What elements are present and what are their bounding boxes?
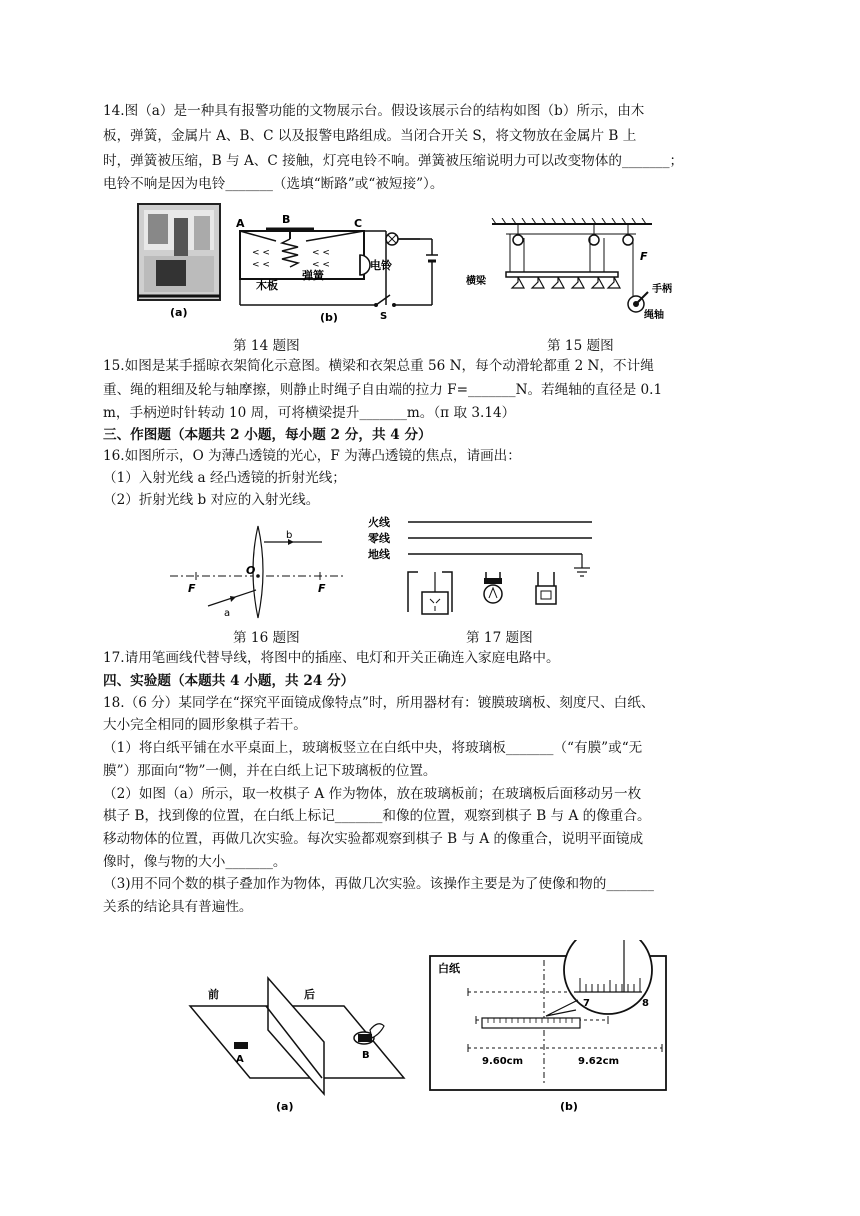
svg-text:< <: < < <box>312 248 330 258</box>
q18-fig-a-label: (a) <box>276 1100 294 1112</box>
q17-caption: 第 17 题图 <box>466 630 533 646</box>
q18-line-4: 膜”）那面向“物”一侧，并在白纸上记下玻璃板的位置。 <box>103 763 437 779</box>
svg-text:< <: < < <box>252 248 270 258</box>
svg-text:< <: < < <box>312 260 330 270</box>
q18-fig-a-back: 后 <box>304 988 315 1001</box>
q18-line-3: （1）将白纸平铺在水平桌面上，玻璃板竖立在白纸中央，将玻璃板_______（“有膜”或“无 <box>103 740 643 756</box>
q18-fig-a-A: A <box>236 1054 244 1065</box>
q16-line-1: 16.如图所示，O 为薄凸透镜的光心，F 为薄凸透镜的焦点，请画出： <box>103 448 521 464</box>
q16-figure <box>168 520 348 620</box>
q14-line-4: 电铃不响是因为电铃_______（选填“断路”或“被短接”）。 <box>103 176 444 192</box>
q14-label-board: 木板 <box>256 279 278 292</box>
q14-line-2: 板，弹簧，金属片 A、B、C 以及报警电路组成。当闭合开关 S，将文物放在金属片 B 上 <box>103 128 637 144</box>
q18-fig-a-B: B <box>362 1050 370 1061</box>
q14-label-B: B <box>282 213 291 226</box>
q18-fig-b-dist-right: 9.62cm <box>578 1056 620 1067</box>
q18-fig-a-front: 前 <box>208 988 219 1001</box>
q18-figure-a <box>184 966 412 1112</box>
q17-line: 17.请用笔画线代替导线，将图中的插座、电灯和开关正确连入家庭电路中。 <box>103 650 560 666</box>
q18-fig-b-tick8: 8 <box>642 998 649 1009</box>
q14-label-switch: S <box>380 311 388 322</box>
section-3-heading: 三、作图题（本题共 2 小题，每小题 2 分，共 4 分） <box>103 427 432 443</box>
section-4-heading: 四、实验题（本题共 4 小题，共 24 分） <box>103 673 355 689</box>
q15-label-beam: 横梁 <box>466 276 486 287</box>
q18-line-2: 大小完全相同的圆形象棋子若干。 <box>103 717 307 733</box>
q18-fig-b-dist-left: 9.60cm <box>482 1056 524 1067</box>
q14-label-A: A <box>236 217 245 230</box>
q15-caption: 第 15 题图 <box>547 338 614 354</box>
q14-fig-a-label: (a) <box>170 306 188 319</box>
q14-label-C: C <box>354 217 363 230</box>
q18-line-7: 移动物体的位置，再做几次实验。每次实验都观察到棋子 B 与 A 的像重合，说明平面镜成 <box>103 831 644 847</box>
q14-line-3: 时，弹簧被压缩，B 与 A、C 接触，灯亮电铃不响。弹簧被压缩说明力可以改变物体的_______； <box>103 153 684 169</box>
q18-figure-b <box>428 940 670 1116</box>
q16-label-F-left: F <box>188 582 196 595</box>
q15-line-3: m，手柄逆时针转动 10 周，可将横梁提升_______m。（π 取 3.14） <box>103 405 516 421</box>
q18-line-10: 关系的结论具有普遍性。 <box>103 899 253 915</box>
q16-label-O: O <box>246 564 256 577</box>
q15-line-2: 重、绳的粗细及轮与轴摩擦，则静止时绳子自由端的拉力 F=_______N。若绳轴的直径是 0.1 <box>103 382 663 398</box>
q18-fig-b-paper: 白纸 <box>438 962 460 975</box>
q18-line-5: （2）如图（a）所示，取一枚棋子 A 作为物体，放在玻璃板前；在玻璃板后面移动另一枚 <box>103 786 642 802</box>
q14-figure-a <box>134 200 224 320</box>
q17-figure <box>368 512 598 622</box>
q16-line-3: （2）折射光线 b 对应的入射光线。 <box>103 492 320 508</box>
q18-line-6: 棋子 B，找到像的位置，在白纸上标记_______和像的位置，观察到棋子 B 与 A 的像重合。 <box>103 808 651 824</box>
q17-label-neutral: 零线 <box>368 532 390 545</box>
q14-line-1: 14.图（a）是一种具有报警功能的文物展示台。假设该展示台的结构如图（b）所示，由木 <box>103 103 645 119</box>
q15-label-handle: 手柄 <box>652 284 672 295</box>
q18-fig-b-tick7: 7 <box>583 998 590 1009</box>
q15-line-1: 15.如图是某手摇晾衣架简化示意图。横梁和衣架总重 56 N，每个动滑轮都重 2 N，不计绳 <box>103 358 654 374</box>
q16-label-b: b <box>286 530 293 541</box>
q18-fig-b-label: (b) <box>560 1100 578 1113</box>
q16-caption: 第 16 题图 <box>233 630 300 646</box>
q15-label-force: F <box>640 250 648 263</box>
q14-fig-b-label: (b) <box>320 311 338 323</box>
q17-label-live: 火线 <box>368 516 390 529</box>
q18-line-9: （3)用不同个数的棋子叠加作为物体，再做几次实验。该操作主要是为了使像和物的_______ <box>103 876 654 892</box>
q16-line-2: （1）入射光线 a 经凸透镜的折射光线； <box>103 470 346 486</box>
q15-label-axle: 绳轴 <box>644 310 664 321</box>
q14-label-spring: 弹簧 <box>302 269 324 282</box>
q16-label-a: a <box>224 608 231 619</box>
q18-line-1: 18.（6 分）某同学在“探究平面镜成像特点”时，所用器材有：镀膜玻璃板、刻度尺、白纸、 <box>103 695 655 711</box>
svg-text:< <: < < <box>252 260 270 270</box>
q15-figure <box>466 218 674 326</box>
q16-label-F-right: F <box>318 582 326 595</box>
q14-figure-b <box>236 213 446 323</box>
q14-label-bell: 电铃 <box>370 259 392 272</box>
q14-caption: 第 14 题图 <box>233 338 300 354</box>
q18-line-8: 像时，像与物的大小_______。 <box>103 854 287 870</box>
q17-label-ground: 地线 <box>368 548 390 561</box>
